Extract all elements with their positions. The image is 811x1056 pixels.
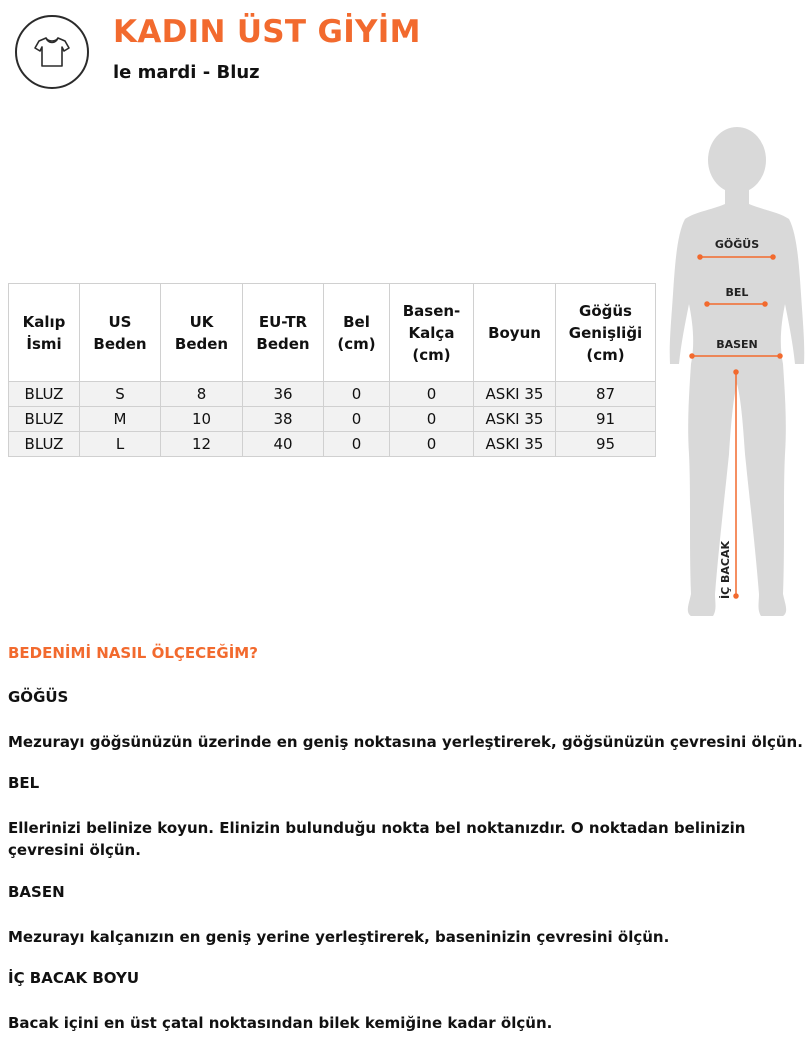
chest-label: GÖĞÜS [714, 238, 760, 251]
table-cell: 12 [161, 432, 243, 457]
col-header-pattern: Kalıp İsmi [9, 284, 80, 382]
col-header-waist: Bel (cm) [324, 284, 390, 382]
table-cell: BLUZ [9, 382, 80, 407]
table-cell: 0 [390, 407, 474, 432]
guide-title: BEDENİMİ NASIL ÖLÇECEĞİM? [8, 644, 258, 662]
hip-section-label: BASEN [8, 883, 65, 901]
table-cell: 38 [243, 407, 324, 432]
hip-label: BASEN [716, 338, 758, 351]
table-cell: 0 [390, 432, 474, 457]
col-header-us-size: US Beden [80, 284, 161, 382]
table-cell: BLUZ [9, 432, 80, 457]
table-row [9, 432, 656, 457]
table-cell: ASKI 35 [474, 407, 556, 432]
chest-section-text: Mezurayı göğsünüzün üzerinde en geniş noktasına yerleştirerek, göğsünüzün çevresini ölçün. [8, 733, 803, 751]
table-cell: S [80, 382, 161, 407]
table-row [9, 407, 656, 432]
chest-section-label: GÖĞÜS [8, 688, 69, 706]
hip-section-text: Mezurayı kalçanızın en geniş yerine yerleştirerek, baseninizin çevresini ölçün. [8, 928, 670, 946]
table-cell: 40 [243, 432, 324, 457]
inseam-section-text: Bacak içini en üst çatal noktasından bilek kemiğine kadar ölçün. [8, 1014, 553, 1032]
waist-label: BEL [725, 286, 749, 299]
inseam-label: İÇ BACAK [719, 540, 732, 600]
col-header-hip: Basen- Kalça (cm) [390, 284, 474, 382]
col-header-neck: Boyun [474, 284, 556, 382]
table-cell: 91 [556, 407, 656, 432]
table-cell: 0 [324, 432, 390, 457]
table-cell: 0 [324, 382, 390, 407]
size-table [8, 283, 656, 457]
table-cell: L [80, 432, 161, 457]
table-cell: 0 [324, 407, 390, 432]
page-title: KADIN ÜST GİYİM [113, 14, 421, 50]
col-header-uk-size: UK Beden [161, 284, 243, 382]
inseam-section-label: İÇ BACAK BOYU [8, 969, 140, 987]
table-header-row [9, 284, 656, 382]
table-row [9, 382, 656, 407]
table-cell: 8 [161, 382, 243, 407]
table-cell: 10 [161, 407, 243, 432]
table-cell: M [80, 407, 161, 432]
table-cell: ASKI 35 [474, 432, 556, 457]
table-cell: 87 [556, 382, 656, 407]
body-measurement-figure [667, 124, 809, 619]
tshirt-icon [15, 15, 89, 89]
table-cell: BLUZ [9, 407, 80, 432]
table-cell: 36 [243, 382, 324, 407]
table-cell: 95 [556, 432, 656, 457]
product-subtitle: le mardi - Bluz [113, 62, 260, 83]
col-header-chest-width: Göğüs Genişliği (cm) [556, 284, 656, 382]
waist-section-text: Ellerinizi belinize koyun. Elinizin bulunduğu nokta bel noktanızdır. O noktadan belinizin çevresini ölçün. [8, 819, 746, 859]
table-cell: ASKI 35 [474, 382, 556, 407]
waist-section-label: BEL [8, 774, 40, 792]
col-header-eu-tr-size: EU-TR Beden [243, 284, 324, 382]
table-cell: 0 [390, 382, 474, 407]
